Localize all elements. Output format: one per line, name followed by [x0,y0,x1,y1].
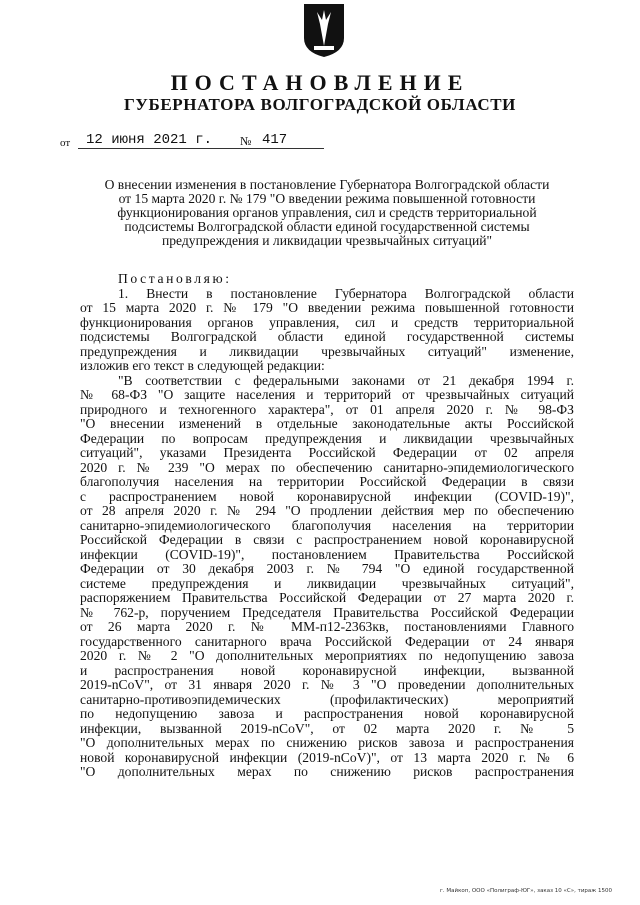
body-line: по недопущению завоза и распространения новой коронавирусной [80,706,574,721]
body-line: с распространением новой коронавирусной инфекции (COVID-19)", [80,488,574,504]
body-line: "О внесении изменений в отдельные законодательные акты Российской [80,416,574,431]
body-line: инфекции (COVID-19)", постановлением Правительства Российской [80,546,574,562]
subject-line: от 15 марта 2020 г. № 179 "О введении режима повышенной готовности [118,191,536,206]
document-number: 417 [256,132,324,149]
body-line: санитарно-противоэпидемических (профилактических) мероприятий [80,691,574,707]
body-line: государственного санитарного врача Российской Федерации от 24 января [80,633,574,649]
body-line: изложив его текст в следующей редакции: [80,358,325,373]
body-line: 2020 г. № 2 "О дополнительных мероприятиях по недопущению завоза [80,648,574,663]
body-line: санитарно-эпидемиологического благополучия населения на территории [80,517,574,533]
body-line: природного и техногенного характера", от 01 апреля 2020 г. № 98-ФЗ [80,401,574,417]
body-line: распоряжением Правительства Российской Федерации от 27 марта 2020 г. [80,590,574,605]
resolution-heading: Постановляю: [118,271,232,286]
body-line: инфекции, вызванной 2019-nCoV", от 02 марта 2020 г. № 5 [80,720,574,736]
body-line: благополучия населения на территории Российской Федерации в связи [80,474,574,489]
document-date: 12 июня 2021 г. [78,132,274,149]
date-prefix: от [60,137,71,149]
document-meta [60,132,360,152]
body-line: № 762-р, поручением Председателя Правительства Российской Федерации [80,604,574,620]
number-label: № [240,134,252,148]
body-line: 1. Внести в постановление Губернатора Волгоградской области [118,285,574,301]
document-subject [80,178,574,248]
subject-line: предупреждения и ликвидации чрезвычайных ситуаций" [161,233,493,248]
subject-line: функционирования органов управления, сил и средств территориальной [117,205,537,220]
body-line: системе предупреждения и ликвидации чрезвычайных ситуаций", [80,575,574,591]
body-line: Российской Федерации в связи с распространением новой коронавирусной [80,532,574,547]
body-line: подсистемы Волгоградской области единой государственной системы [80,329,574,344]
body-line: 2019-nCoV", от 31 января 2020 г. № 3 "О проведении дополнительных [80,677,574,692]
body-line: Федерации от 30 декабря 2003 г. № 794 "О единой государственной [80,561,574,576]
document-body [80,272,574,780]
body-line: от 26 марта 2020 г. № ММ-п12-2363кв, постановлениями Главного [80,619,574,634]
print-imprint: г. Майкоп, ООО «Полиграф-ЮГ», заказ 10 «С», тираж 1500 [440,888,612,894]
body-line: новой коронавирусной инфекции (2019-nCoV)", от 13 марта 2020 г. № 6 [80,749,574,765]
body-line: функционирования органов управления, сил и средств территориальной [80,314,574,330]
body-line: "О дополнительных мерах по снижению рисков распространения [80,764,574,779]
coat-of-arms-icon [302,2,346,58]
body-line: от 28 апреля 2020 г. № 294 "О продлении действия мер по обеспечению [80,503,574,518]
subject-line: подсистемы Волгоградской области единой государственной системы [124,219,530,234]
body-line: "О дополнительных мерах по снижению рисков завоза и распространения [80,735,574,750]
body-line: № 68-ФЗ "О защите населения и территорий от чрезвычайных ситуаций [80,387,574,402]
body-line: предупреждения и ликвидации чрезвычайных ситуаций" изменение, [80,343,574,359]
body-line: ситуаций", указами Президента Российской Федерации от 02 апреля [80,445,574,460]
body-line: Федерации по вопросам предупреждения и ликвидации чрезвычайных [80,430,574,446]
body-line: "В соответствии с федеральными законами от 21 декабря 1994 г. [118,372,574,388]
document-subtitle: ГУБЕРНАТОРА ВОЛГОГРАДСКОЙ ОБЛАСТИ [124,95,516,114]
document-title: ПОСТАНОВЛЕНИЕ [170,70,470,95]
subject-line: О внесении изменения в постановление Губернатора Волгоградской области [104,177,550,192]
body-line: от 15 марта 2020 г. № 179 "О введении режима повышенной готовности [80,300,574,315]
body-line: 2020 г. № 239 "О мерах по обеспечению санитарно-эпидемиологического [80,459,574,475]
body-line: и распространения новой коронавирусной инфекции, вызванной [80,662,574,678]
